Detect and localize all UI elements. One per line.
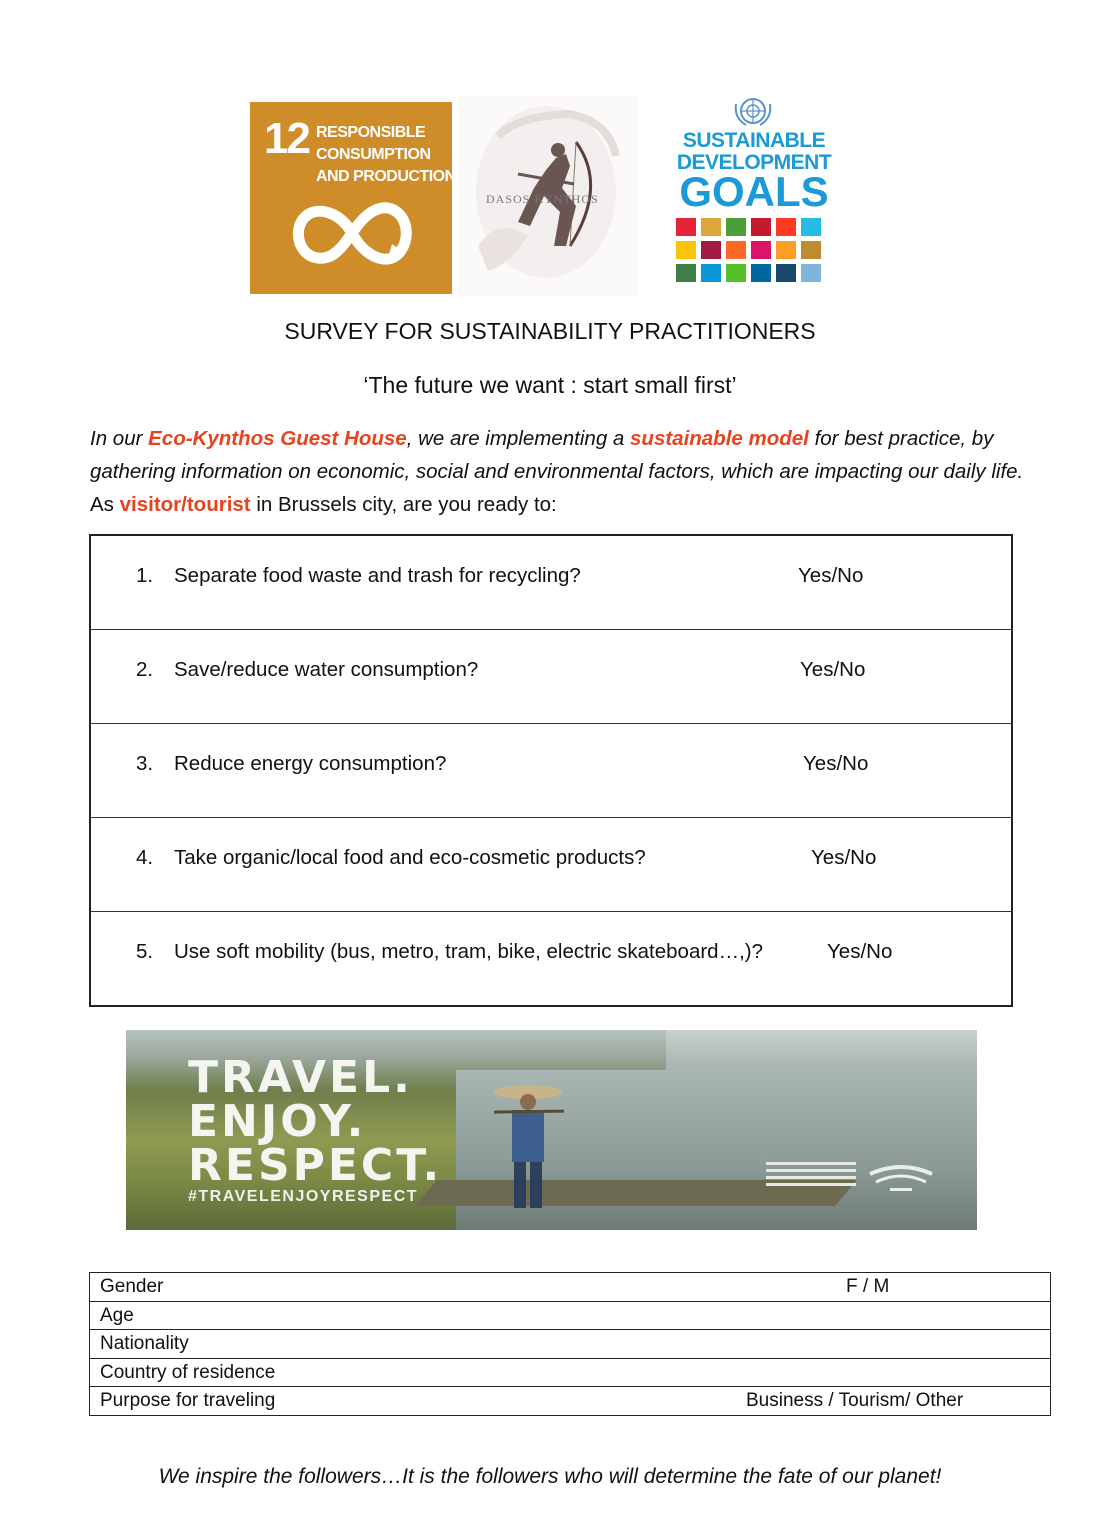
goal-tile <box>726 264 746 282</box>
intro-text: As <box>90 493 120 516</box>
footer-quote: We inspire the followers…It is the followers who will determine the fate of our planet! <box>158 1465 942 1488</box>
intro-highlight: sustainable model <box>630 427 809 450</box>
question-row <box>91 629 1011 723</box>
goal-tile <box>801 218 821 236</box>
survey-title: SURVEY FOR SUSTAINABILITY PRACTITIONERS <box>284 318 816 344</box>
question-row <box>91 536 1011 629</box>
intro-highlight: visitor/tourist <box>119 493 251 516</box>
goal-tile <box>701 218 721 236</box>
logo-row <box>248 96 838 296</box>
question-number: 5. <box>136 940 154 963</box>
goal-tile <box>776 241 796 259</box>
demographic-row <box>90 1329 1050 1358</box>
goal-tile <box>701 264 721 282</box>
sdg12-number: 12 <box>264 114 309 163</box>
question-text: Separate food waste and trash for recycling? <box>174 564 581 587</box>
demographic-label: Country of residence <box>100 1361 276 1383</box>
intro-text: for best practice, by gathering information on economic, social and environmental factors, which are impacting our daily life. <box>90 427 1024 483</box>
demographic-row <box>90 1273 1050 1301</box>
banner-hills <box>666 1030 977 1072</box>
infinity-icon <box>288 198 416 268</box>
questions-table <box>89 534 1013 1007</box>
sdg-title-line: SUSTAINABLE <box>682 129 826 152</box>
question-number: 3. <box>136 752 154 775</box>
sdg12-logo <box>250 102 456 294</box>
demographic-value[interactable]: Business / Tourism/ Other <box>746 1390 964 1411</box>
sdg12-label <box>316 122 456 188</box>
question-number: 1. <box>136 564 154 587</box>
goal-tile <box>676 241 696 259</box>
intro-highlight: Eco-Kynthos Guest House <box>148 427 407 450</box>
demographic-label: Gender <box>100 1276 164 1297</box>
question-text: Reduce energy consumption? <box>174 752 447 775</box>
sdg12-label-line: RESPONSIBLE <box>316 124 426 141</box>
sdg-title-line: DEVELOPMENT <box>676 151 832 174</box>
question-answer[interactable]: Yes/No <box>827 940 893 963</box>
goal-tile <box>776 264 796 282</box>
banner-slogan <box>188 1052 443 1191</box>
question-number: 4. <box>136 846 154 869</box>
sdg-goals-logo <box>672 96 836 286</box>
goal-tile <box>751 218 771 236</box>
demographic-label: Age <box>100 1304 134 1326</box>
survey-subtitle: ‘The future we want : start small first’ <box>363 372 737 398</box>
travel-banner <box>126 1030 977 1230</box>
question-text: Save/reduce water consumption? <box>174 658 479 681</box>
banner-hashtag: #TRAVELENJOYRESPECT <box>188 1188 419 1205</box>
sdg-goal-tiles <box>676 218 821 282</box>
sdg12-label-line: AND PRODUCTION <box>316 168 456 185</box>
guest-house-logo <box>458 96 638 296</box>
banner-slogan-line: RESPECT. <box>188 1140 443 1191</box>
intro-text: , we are implementing a <box>406 427 631 450</box>
question-row <box>91 723 1011 817</box>
demographic-row <box>90 1358 1050 1387</box>
question-number: 2. <box>136 658 154 681</box>
question-text: Take organic/local food and eco-cosmetic products? <box>174 846 646 869</box>
demographic-value[interactable]: F / M <box>846 1276 890 1297</box>
question-row <box>91 817 1011 911</box>
demographic-row <box>90 1301 1050 1330</box>
banner-slogan-line: TRAVEL. <box>188 1052 413 1103</box>
sdg12-label-line: CONSUMPTION <box>316 146 431 163</box>
demographics-table <box>89 1272 1051 1416</box>
question-answer[interactable]: Yes/No <box>803 752 869 775</box>
goal-tile <box>751 241 771 259</box>
goal-tile <box>776 218 796 236</box>
guest-house-brand: DASOS KYNTHOS <box>486 192 599 206</box>
question-answer[interactable]: Yes/No <box>811 846 877 869</box>
question-text: Use soft mobility (bus, metro, tram, bike, electric skateboard…,)? <box>174 940 764 963</box>
goal-tile <box>751 264 771 282</box>
goal-tile <box>676 218 696 236</box>
question-answer[interactable]: Yes/No <box>798 564 864 587</box>
intro-text: in Brussels city, are you ready to: <box>250 493 557 516</box>
goal-tile <box>701 241 721 259</box>
intro-text: In our <box>90 427 149 450</box>
banner-slogan-line: ENJOY. <box>188 1096 367 1147</box>
demographic-label: Purpose for traveling <box>100 1390 276 1411</box>
demographic-label: Nationality <box>100 1333 189 1354</box>
goal-tile <box>726 218 746 236</box>
question-row <box>91 911 1011 1005</box>
unwto-logo <box>866 1160 936 1196</box>
goal-tile <box>726 241 746 259</box>
iyst-logo <box>766 1162 856 1198</box>
un-emblem-icon <box>732 96 774 126</box>
intro-paragraph <box>90 422 1030 521</box>
goal-tile <box>676 264 696 282</box>
goal-tile <box>801 264 821 282</box>
fisherman-figure <box>494 1080 564 1220</box>
question-answer[interactable]: Yes/No <box>800 658 866 681</box>
sdg-goals-word: GOALS <box>679 168 829 215</box>
demographic-row <box>90 1386 1050 1415</box>
goal-tile <box>801 241 821 259</box>
